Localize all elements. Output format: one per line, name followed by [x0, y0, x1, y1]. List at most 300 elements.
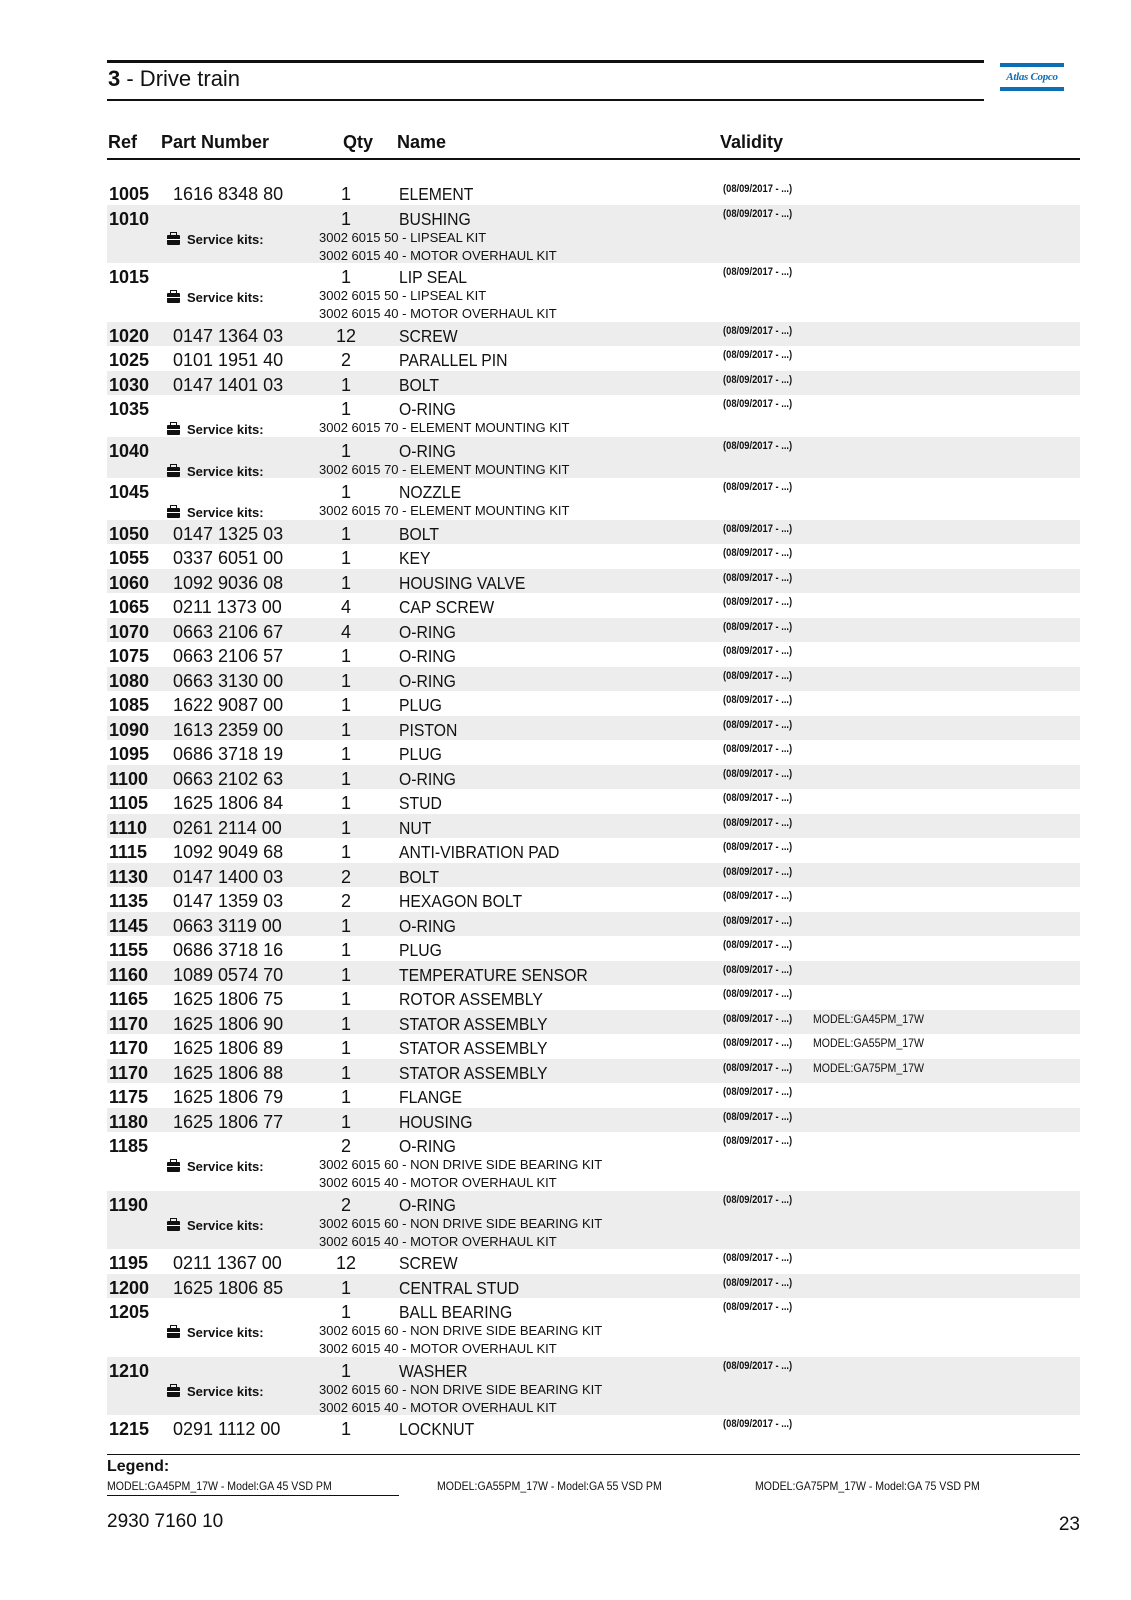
part-number-cell: 1625 1806 79: [173, 1087, 284, 1107]
qty-cell: 1: [340, 1111, 351, 1132]
atlas-copco-logo: [1000, 63, 1064, 93]
table-row: [107, 346, 1080, 371]
validity-cell: (08/09/2017 - ...): [723, 1252, 793, 1264]
part-number-cell: 1625 1806 90: [173, 1013, 284, 1034]
name-cell: PLUG: [399, 940, 442, 960]
name-cell: LIP SEAL: [399, 267, 468, 287]
validity-cell: (08/09/2017 - ...): [723, 547, 793, 559]
qty-cell: 1: [340, 915, 351, 936]
column-header-ref: Ref: [108, 132, 138, 152]
table-row: [107, 478, 1080, 520]
qty-cell: 1: [340, 940, 351, 960]
qty-cell: 1: [340, 267, 351, 287]
table-row: [107, 789, 1080, 814]
qty-cell: 1: [340, 1013, 351, 1034]
table-row: [107, 1034, 1080, 1059]
validity-cell: (08/09/2017 - ...): [723, 439, 793, 452]
ref-cell: 1010: [109, 208, 150, 229]
ref-cell: 1170: [109, 1013, 149, 1034]
title-rule: [107, 99, 984, 101]
part-number-cell: 1616 8348 80: [173, 184, 284, 204]
qty-cell: 1: [340, 399, 351, 419]
validity-cell: (08/09/2017 - ...): [723, 1276, 793, 1289]
ref-cell: 1055: [109, 548, 150, 568]
validity-cell: (08/09/2017 - ...): [723, 1012, 793, 1025]
table-row: [107, 1083, 1080, 1108]
part-number-cell: 1625 1806 77: [173, 1111, 284, 1132]
service-kits-text: Service kits:: [187, 1159, 264, 1174]
validity-cell: (08/09/2017 - ...): [723, 596, 793, 608]
qty-cell: 1: [340, 1277, 351, 1298]
qty-cell: 2: [340, 350, 351, 370]
qty-cell: 1: [340, 719, 351, 740]
briefcase-icon: [167, 1221, 180, 1231]
table-row: [107, 691, 1080, 716]
ref-cell: 1185: [109, 1136, 149, 1156]
service-kits-text: Service kits:: [187, 422, 264, 437]
name-cell: BUSHING: [399, 208, 471, 229]
qty-cell: 4: [340, 621, 351, 642]
validity-cell: (08/09/2017 - ...): [723, 792, 793, 804]
validity-cell: (08/09/2017 - ...): [723, 939, 793, 951]
name-cell: BALL BEARING: [399, 1302, 513, 1322]
validity-cell: (08/09/2017 - ...): [723, 645, 793, 657]
qty-cell: 1: [340, 1062, 351, 1083]
ref-cell: 1075: [109, 646, 150, 666]
part-number-cell: 0211 1367 00: [173, 1253, 282, 1273]
name-cell: O-RING: [399, 1136, 456, 1156]
legend-item: MODEL:GA55PM_17W - Model:GA 55 VSD PM: [437, 1479, 662, 1493]
logo-text: Atlas Copco: [1006, 71, 1058, 83]
name-cell: NUT: [399, 817, 432, 838]
model-cell: MODEL:GA55PM_17W: [813, 1036, 924, 1050]
top-rule: [107, 60, 984, 63]
name-cell: BOLT: [399, 374, 439, 395]
service-kits-label: [167, 1325, 264, 1341]
ref-cell: 1200: [109, 1277, 150, 1298]
validity-cell: (08/09/2017 - ...): [723, 373, 793, 386]
service-kits-text: Service kits:: [187, 1325, 264, 1340]
validity-cell: (08/09/2017 - ...): [723, 1037, 793, 1049]
name-cell: O-RING: [399, 646, 456, 666]
name-cell: CAP SCREW: [399, 597, 495, 617]
qty-cell: 1: [340, 440, 351, 461]
service-kit-item: 3002 6015 40 - MOTOR OVERHAUL KIT: [319, 1399, 557, 1415]
column-header-name: Name: [397, 132, 447, 152]
validity-cell: (08/09/2017 - ...): [723, 571, 793, 584]
ref-cell: 1025: [109, 350, 150, 370]
qty-cell: 1: [340, 374, 351, 395]
ref-cell: 1065: [109, 597, 150, 617]
table-row: [107, 838, 1080, 863]
part-number-cell: 0147 1400 03: [173, 866, 284, 887]
name-cell: PLUG: [399, 695, 442, 715]
part-number-cell: 1622 9087 00: [173, 695, 284, 715]
ref-cell: 1080: [109, 670, 150, 691]
name-cell: STATOR ASSEMBLY: [399, 1013, 548, 1034]
service-kit-item: 3002 6015 60 - NON DRIVE SIDE BEARING KIT: [319, 1323, 603, 1338]
ref-cell: 1170: [109, 1038, 149, 1058]
part-number-cell: 0147 1364 03: [173, 325, 284, 346]
qty-cell: 1: [340, 695, 351, 715]
ref-cell: 1205: [109, 1302, 150, 1322]
parts-table: [107, 180, 1080, 1440]
qty-cell: 1: [340, 670, 351, 691]
name-cell: KEY: [399, 548, 431, 568]
column-header-part-number: Part Number: [161, 132, 270, 152]
table-row: [107, 180, 1080, 205]
qty-cell: 1: [340, 964, 351, 985]
validity-cell: (08/09/2017 - ...): [723, 1193, 793, 1206]
validity-cell: (08/09/2017 - ...): [723, 620, 793, 633]
table-row: [107, 1274, 1080, 1299]
part-number-cell: 0686 3718 16: [173, 940, 284, 960]
service-kit-item: 3002 6015 40 - MOTOR OVERHAUL KIT: [319, 1233, 557, 1249]
validity-cell: (08/09/2017 - ...): [723, 988, 793, 1000]
ref-cell: 1115: [109, 842, 148, 862]
validity-cell: (08/09/2017 - ...): [723, 963, 793, 976]
table-row: [107, 1132, 1080, 1191]
validity-cell: (08/09/2017 - ...): [723, 669, 793, 682]
service-kits-text: Service kits:: [187, 1217, 264, 1233]
ref-cell: 1040: [109, 440, 150, 461]
validity-cell: (08/09/2017 - ...): [723, 1135, 793, 1147]
qty-cell: 1: [340, 1087, 351, 1107]
name-cell: NOZZLE: [399, 482, 462, 502]
table-row: [107, 569, 1080, 594]
service-kits-label: [167, 1384, 264, 1400]
validity-cell: (08/09/2017 - ...): [723, 841, 793, 853]
service-kits-text: Service kits:: [187, 463, 264, 479]
part-number-cell: 0663 2102 63: [173, 768, 284, 789]
table-row: [107, 371, 1080, 396]
name-cell: SCREW: [399, 325, 458, 346]
ref-cell: 1135: [109, 891, 149, 911]
qty-cell: 2: [340, 1136, 351, 1156]
ref-cell: 1090: [109, 719, 150, 740]
part-number-cell: 0663 3130 00: [173, 670, 284, 691]
validity-cell: (08/09/2017 - ...): [723, 743, 793, 755]
part-number-cell: 0101 1951 40: [173, 350, 284, 370]
ref-cell: 1105: [109, 793, 149, 813]
briefcase-icon: [167, 1162, 180, 1172]
table-row: [107, 667, 1080, 692]
service-kits-label: [167, 232, 264, 248]
service-kit-item: 3002 6015 60 - NON DRIVE SIDE BEARING KIT: [319, 1215, 603, 1231]
part-number-cell: 1625 1806 88: [173, 1062, 284, 1083]
ref-cell: 1045: [109, 482, 150, 502]
name-cell: CENTRAL STUD: [399, 1277, 520, 1298]
legend-item: MODEL:GA75PM_17W - Model:GA 75 VSD PM: [755, 1479, 980, 1493]
service-kit-item: 3002 6015 40 - MOTOR OVERHAUL KIT: [319, 1175, 557, 1190]
ref-cell: 1020: [109, 325, 150, 346]
ref-cell: 1170: [109, 1062, 149, 1083]
validity-cell: (08/09/2017 - ...): [723, 1110, 793, 1123]
table-row: [107, 863, 1080, 888]
ref-cell: 1155: [109, 940, 149, 960]
validity-cell: (08/09/2017 - ...): [723, 522, 793, 535]
qty-cell: 4: [340, 597, 351, 617]
part-number-cell: 0663 2106 67: [173, 621, 284, 642]
ref-cell: 1030: [109, 374, 150, 395]
name-cell: ROTOR ASSEMBLY: [399, 989, 543, 1009]
ref-cell: 1195: [109, 1253, 149, 1273]
ref-cell: 1005: [109, 184, 150, 204]
service-kit-item: 3002 6015 50 - LIPSEAL KIT: [319, 288, 487, 303]
service-kit-item: 3002 6015 40 - MOTOR OVERHAUL KIT: [319, 306, 557, 321]
service-kits-text: Service kits:: [187, 505, 264, 520]
model-cell: MODEL:GA75PM_17W: [813, 1060, 924, 1075]
name-cell: WASHER: [399, 1360, 468, 1381]
part-number-cell: 0261 2114 00: [173, 817, 282, 838]
column-header-qty: Qty: [343, 132, 374, 152]
validity-cell: (08/09/2017 - ...): [723, 349, 793, 361]
qty-cell: 2: [340, 866, 351, 887]
page-number: 23: [1058, 1514, 1080, 1535]
qty-cell: 2: [340, 891, 351, 911]
table-row: [107, 985, 1080, 1010]
legend-bottom-rule: [107, 1495, 399, 1496]
validity-cell: (08/09/2017 - ...): [723, 694, 793, 706]
qty-cell: 1: [340, 842, 351, 862]
service-kit-item: 3002 6015 40 - MOTOR OVERHAUL KIT: [319, 247, 557, 263]
name-cell: O-RING: [399, 399, 456, 419]
name-cell: SCREW: [399, 1253, 458, 1273]
ref-cell: 1070: [109, 621, 150, 642]
table-row: [107, 814, 1080, 839]
name-cell: LOCKNUT: [399, 1419, 475, 1439]
validity-cell: (08/09/2017 - ...): [723, 767, 793, 780]
qty-cell: 1: [340, 1360, 351, 1381]
part-number-cell: 0663 2106 57: [173, 646, 284, 666]
briefcase-icon: [167, 467, 180, 477]
table-row: [107, 395, 1080, 437]
qty-cell: 1: [340, 548, 351, 568]
qty-cell: 1: [340, 523, 351, 544]
ref-cell: 1085: [109, 695, 150, 715]
ref-cell: 1160: [109, 964, 149, 985]
service-kits-label: [167, 290, 264, 306]
validity-cell: (08/09/2017 - ...): [723, 1301, 793, 1313]
part-number-cell: 1625 1806 85: [173, 1277, 284, 1298]
name-cell: ANTI-VIBRATION PAD: [399, 842, 560, 862]
table-row: [107, 593, 1080, 618]
document-number: 2930 7160 10: [107, 1511, 224, 1532]
validity-cell: (08/09/2017 - ...): [723, 890, 793, 902]
service-kits-text: Service kits:: [187, 290, 264, 305]
validity-cell: (08/09/2017 - ...): [723, 1061, 793, 1074]
name-cell: BOLT: [399, 523, 439, 544]
table-row: [107, 912, 1080, 937]
service-kit-item: 3002 6015 60 - NON DRIVE SIDE BEARING KIT: [319, 1381, 603, 1397]
part-number-cell: 0337 6051 00: [173, 548, 284, 568]
service-kit-item: 3002 6015 70 - ELEMENT MOUNTING KIT: [319, 503, 570, 518]
table-row: [107, 1298, 1080, 1357]
name-cell: HEXAGON BOLT: [399, 891, 523, 911]
ref-cell: 1215: [109, 1419, 150, 1439]
qty-cell: 2: [340, 1194, 351, 1215]
ref-cell: 1190: [109, 1194, 149, 1215]
name-cell: PARALLEL PIN: [399, 350, 508, 370]
validity-cell: (08/09/2017 - ...): [723, 398, 793, 410]
validity-cell: (08/09/2017 - ...): [723, 1418, 793, 1430]
model-cell: MODEL:GA45PM_17W: [813, 1011, 924, 1026]
legend-item: MODEL:GA45PM_17W - Model:GA 45 VSD PM: [107, 1479, 332, 1493]
qty-cell: 1: [340, 184, 351, 204]
part-number-cell: 0147 1359 03: [173, 891, 284, 911]
legend-title: Legend:: [107, 1458, 170, 1475]
name-cell: STATOR ASSEMBLY: [399, 1062, 548, 1083]
part-number-cell: 0211 1373 00: [173, 597, 282, 617]
table-row: [107, 1191, 1080, 1250]
qty-cell: 1: [340, 768, 351, 789]
validity-cell: (08/09/2017 - ...): [723, 481, 793, 493]
table-row: [107, 205, 1080, 264]
validity-cell: (08/09/2017 - ...): [723, 1086, 793, 1098]
table-row: [107, 1249, 1080, 1274]
ref-cell: 1210: [109, 1360, 150, 1381]
service-kits-text: Service kits:: [187, 231, 264, 247]
name-cell: STATOR ASSEMBLY: [399, 1038, 548, 1058]
service-kit-item: 3002 6015 40 - MOTOR OVERHAUL KIT: [319, 1341, 557, 1356]
part-number-cell: 0147 1325 03: [173, 523, 284, 544]
table-row: [107, 437, 1080, 479]
part-number-cell: 1092 9049 68: [173, 842, 284, 862]
part-number-cell: 0291 1112 00: [173, 1419, 281, 1439]
table-row: [107, 263, 1080, 322]
part-number-cell: 0686 3718 19: [173, 744, 284, 764]
qty-cell: 1: [340, 646, 351, 666]
validity-cell: (08/09/2017 - ...): [723, 266, 793, 278]
name-cell: O-RING: [399, 440, 456, 461]
table-row: [107, 322, 1080, 347]
name-cell: PISTON: [399, 719, 458, 740]
ref-cell: 1145: [109, 915, 149, 936]
name-cell: TEMPERATURE SENSOR: [399, 964, 588, 985]
name-cell: BOLT: [399, 866, 439, 887]
validity-cell: (08/09/2017 - ...): [723, 1359, 793, 1372]
briefcase-icon: [167, 293, 180, 303]
name-cell: O-RING: [399, 915, 456, 936]
ref-cell: 1110: [109, 817, 148, 838]
qty-cell: 1: [340, 1302, 351, 1322]
ref-cell: 1095: [109, 744, 150, 764]
briefcase-icon: [167, 1328, 180, 1338]
validity-cell: (08/09/2017 - ...): [723, 816, 793, 829]
section-title-text: - Drive train: [120, 66, 241, 91]
name-cell: HOUSING VALVE: [399, 572, 526, 593]
logo-top-bar: [1000, 63, 1064, 67]
qty-cell: 1: [340, 1038, 351, 1058]
briefcase-icon: [167, 508, 180, 518]
qty-cell: 1: [340, 744, 351, 764]
validity-cell: (08/09/2017 - ...): [723, 914, 793, 927]
section-title: [108, 65, 240, 93]
part-number-cell: 0147 1401 03: [173, 374, 284, 395]
qty-cell: 1: [340, 793, 351, 813]
ref-cell: 1175: [109, 1087, 149, 1107]
service-kits-label: [167, 1159, 264, 1175]
table-row: [107, 1010, 1080, 1035]
name-cell: O-RING: [399, 621, 456, 642]
ref-cell: 1015: [109, 267, 150, 287]
table-row: [107, 1357, 1080, 1416]
ref-cell: 1165: [109, 989, 149, 1009]
ref-cell: 1130: [109, 866, 149, 887]
service-kit-item: 3002 6015 70 - ELEMENT MOUNTING KIT: [319, 461, 570, 477]
service-kits-text: Service kits:: [187, 1383, 264, 1399]
part-number-cell: 1092 9036 08: [173, 572, 284, 593]
table-row: [107, 520, 1080, 545]
qty-cell: 1: [340, 817, 351, 838]
table-row: [107, 765, 1080, 790]
qty-cell: 12: [335, 1253, 357, 1273]
part-number-cell: 1625 1806 89: [173, 1038, 284, 1058]
name-cell: O-RING: [399, 670, 456, 691]
table-row: [107, 887, 1080, 912]
table-row: [107, 544, 1080, 569]
briefcase-icon: [167, 1387, 180, 1397]
service-kits-label: [167, 1218, 264, 1234]
qty-cell: 1: [340, 208, 351, 229]
ref-cell: 1060: [109, 572, 150, 593]
section-number: 3: [108, 66, 121, 91]
ref-cell: 1050: [109, 523, 150, 544]
table-row: [107, 1108, 1080, 1133]
ref-cell: 1180: [109, 1111, 149, 1132]
table-row: [107, 642, 1080, 667]
name-cell: O-RING: [399, 1194, 456, 1215]
part-number-cell: 1625 1806 75: [173, 989, 284, 1009]
header-rule: [107, 158, 1080, 160]
qty-cell: 1: [340, 482, 351, 502]
service-kit-item: 3002 6015 50 - LIPSEAL KIT: [319, 229, 487, 245]
table-row: [107, 961, 1080, 986]
part-number-cell: 1625 1806 84: [173, 793, 284, 813]
name-cell: PLUG: [399, 744, 442, 764]
name-cell: ELEMENT: [399, 184, 474, 204]
table-row: [107, 936, 1080, 961]
part-number-cell: 0663 3119 00: [173, 915, 282, 936]
name-cell: STUD: [399, 793, 442, 813]
ref-cell: 1100: [109, 768, 149, 789]
service-kit-item: 3002 6015 60 - NON DRIVE SIDE BEARING KIT: [319, 1157, 603, 1172]
validity-cell: (08/09/2017 - ...): [723, 183, 793, 195]
logo-bottom-bar: [1000, 87, 1064, 91]
validity-cell: (08/09/2017 - ...): [723, 324, 793, 337]
qty-cell: 12: [335, 325, 357, 346]
qty-cell: 1: [340, 989, 351, 1009]
table-row: [107, 1415, 1080, 1440]
part-number-cell: 1089 0574 70: [173, 964, 284, 985]
validity-cell: (08/09/2017 - ...): [723, 865, 793, 878]
part-number-cell: 1613 2359 00: [173, 719, 284, 740]
ref-cell: 1035: [109, 399, 150, 419]
table-row: [107, 740, 1080, 765]
name-cell: O-RING: [399, 768, 456, 789]
service-kit-item: 3002 6015 70 - ELEMENT MOUNTING KIT: [319, 420, 570, 435]
qty-cell: 1: [340, 1419, 351, 1439]
validity-cell: (08/09/2017 - ...): [723, 207, 793, 220]
table-row: [107, 618, 1080, 643]
name-cell: HOUSING: [399, 1111, 473, 1132]
table-row: [107, 1059, 1080, 1084]
table-row: [107, 716, 1080, 741]
validity-cell: (08/09/2017 - ...): [723, 718, 793, 731]
column-header-validity: Validity: [720, 132, 784, 152]
qty-cell: 1: [340, 572, 351, 593]
name-cell: FLANGE: [399, 1087, 463, 1107]
